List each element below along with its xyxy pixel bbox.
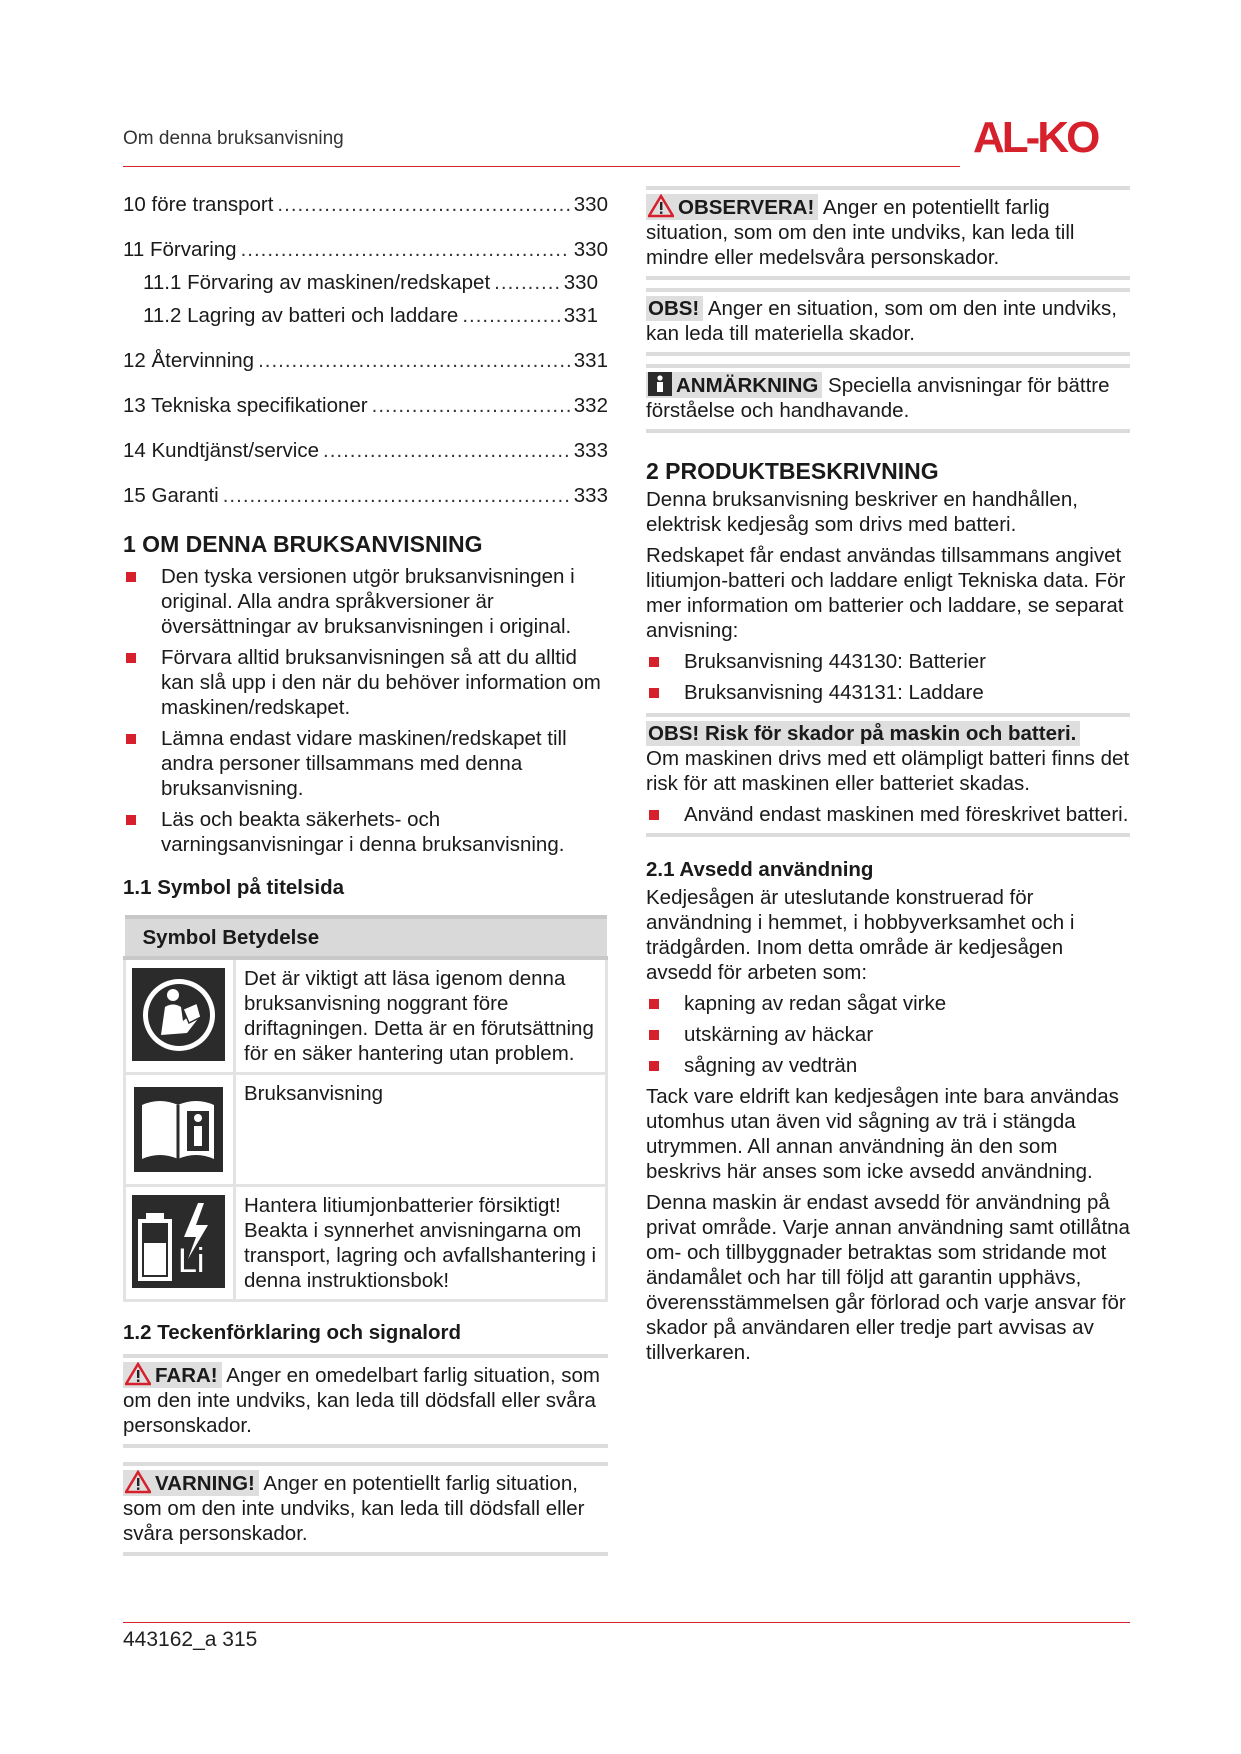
bullet-list xyxy=(646,802,1130,827)
list-item: utskärning av häckar xyxy=(646,1022,1130,1047)
page-header-title: Om denna bruksanvisning xyxy=(123,128,344,149)
toc-entry[interactable] xyxy=(123,192,608,217)
left-column xyxy=(123,192,608,1556)
section-heading: 1 OM DENNA BRUKSANVISNING xyxy=(123,531,483,557)
table-header: Symbol Betydelse xyxy=(125,917,607,958)
paragraph: Om maskinen drivs med ett olämpligt batteri finns det risk för att maskinen eller batteriet skadas. xyxy=(646,747,1130,795)
info-icon xyxy=(648,372,672,396)
symbol-table xyxy=(123,915,608,1302)
toc-page: 330 xyxy=(563,271,598,294)
footer-divider xyxy=(123,1622,1130,1623)
warning-note xyxy=(123,1462,608,1556)
danger-text: Anger en omedelbart farlig situation, som om den inte undviks, kan leda till dödsfall eller svåra personskador. xyxy=(123,1364,600,1437)
warning-triangle-icon xyxy=(125,1362,151,1386)
remark-tag xyxy=(646,372,822,398)
symbol-meaning: Bruksanvisning xyxy=(235,1074,607,1186)
list-item: Använd endast maskinen med föreskrivet batteri. xyxy=(646,802,1130,827)
toc-page: 333 xyxy=(573,439,608,462)
toc-page: 331 xyxy=(563,304,598,327)
lithium-battery-icon xyxy=(132,1195,225,1288)
toc-entry[interactable] xyxy=(123,270,608,295)
subsection-heading: 2.1 Avsedd användning xyxy=(646,858,874,881)
toc-label: 11 Förvaring xyxy=(123,238,237,261)
danger-label: FARA! xyxy=(155,1364,218,1387)
caution-label: OBSERVERA! xyxy=(678,196,815,219)
paragraph: Redskapet får endast användas tillsammans angivet litiumjon-batteri och laddare enligt Tekniska data. För mer information om batterier och laddare, se separat anvisning: xyxy=(646,544,1126,642)
toc-entry[interactable] xyxy=(123,393,608,418)
toc-entry[interactable] xyxy=(123,348,608,373)
notice-note xyxy=(646,288,1130,356)
list-item: Den tyska versionen utgör bruksanvisningen i original. Alla andra språkversioner är översättningar av bruksanvisningen i original. xyxy=(123,564,608,639)
list-item: Lämna endast vidare maskinen/redskapet till andra personer tillsammans med denna bruksanvisning. xyxy=(123,726,608,801)
damage-warning-note xyxy=(646,713,1130,837)
list-item: Bruksanvisning 443130: Batterier xyxy=(646,649,1130,674)
warning-triangle-icon xyxy=(125,1470,151,1494)
list-item: sågning av vedträn xyxy=(646,1053,1130,1078)
table-of-contents xyxy=(123,192,608,508)
paragraph: Denna maskin är endast avsedd för användning på privat område. Varje annan användning samt otillåtna om- och tillbyggnader betraktas som stridande mot ändamålet och har till följd att garantin upphävs, överensstämmelsen går förlorad och varje ansvar för skador på användaren eller tredje part avvisas av tillverkaren. xyxy=(646,1191,1130,1364)
remark-label: ANMÄRKNING xyxy=(676,374,819,397)
toc-entry[interactable] xyxy=(123,438,608,463)
right-column xyxy=(646,186,1130,1365)
toc-page: 330 xyxy=(573,238,608,261)
subsection-heading: 1.1 Symbol på titelsida xyxy=(123,876,345,899)
danger-note xyxy=(123,1354,608,1448)
warning-label: VARNING! xyxy=(155,1472,255,1495)
manual-info-icon xyxy=(132,1083,225,1176)
toc-label: 11.2 Lagring av batteri och laddare xyxy=(143,304,459,327)
header-divider xyxy=(123,166,960,167)
list-item: Läs och beakta säkerhets- och varningsanvisningar i denna bruksanvisning. xyxy=(123,807,608,857)
warning-text: Anger en potentiellt farlig situation, som om den inte undviks, kan leda till dödsfall eller svåra personskador. xyxy=(123,1472,585,1545)
remark-note xyxy=(646,364,1130,433)
table-row xyxy=(125,1074,607,1186)
symbol-meaning: Hantera litiumjonbatterier försiktigt! Beakta i synnerhet anvisningarna om transport, lagring och avfallshantering i denna instruktionsbok! xyxy=(235,1186,607,1301)
symbol-meaning: Det är viktigt att läsa igenom denna bruksanvisning noggrant före driftagningen. Detta är en förutsättning för en säker hantering utan problem. xyxy=(235,958,607,1074)
read-manual-icon xyxy=(132,968,225,1061)
toc-label: 15 Garanti xyxy=(123,484,219,507)
toc-label: 10 före transport xyxy=(123,193,274,216)
section-heading: 2 PRODUKTBESKRIVNING xyxy=(646,458,939,484)
paragraph: Tack vare eldrift kan kedjesågen inte bara användas utomhus utan även vid sågning av trä i stängda utrymmen. All annan användning än den som beskrivs här anses som icke avsedd användning. xyxy=(646,1085,1119,1183)
notice-text: Anger en situation, som om den inte undviks, kan leda till materiella skador. xyxy=(646,297,1117,345)
bullet-list xyxy=(123,564,608,857)
warning-triangle-icon xyxy=(648,194,674,218)
toc-page: 333 xyxy=(573,484,608,507)
toc-entry[interactable] xyxy=(123,303,608,328)
list-item: Bruksanvisning 443131: Laddare xyxy=(646,680,1130,705)
toc-entry[interactable] xyxy=(123,237,608,262)
paragraph: Denna bruksanvisning beskriver en handhållen, elektrisk kedjesåg som drivs med batteri. xyxy=(646,488,1078,536)
toc-page: 331 xyxy=(573,349,608,372)
warning-tag xyxy=(123,1470,259,1496)
toc-page: 330 xyxy=(573,193,608,216)
list-item: Förvara alltid bruksanvisningen så att du alltid kan slå upp i den när du behöver information om maskinen/redskapet. xyxy=(123,645,608,720)
remark-text: Speciella anvisningar för bättre förståelse och handhavande. xyxy=(646,374,1110,422)
paragraph: Kedjesågen är uteslutande konstruerad för användning i hemmet, i hobbyverksamhet och i trädgården. Inom detta område är kedjesågen avsedd för arbeten som: xyxy=(646,886,1075,984)
brand-logo: AL-KO xyxy=(973,113,1098,162)
toc-page: 332 xyxy=(573,394,608,417)
caution-note xyxy=(646,186,1130,280)
toc-entry[interactable] xyxy=(123,483,608,508)
list-item: kapning av redan sågat virke xyxy=(646,991,1130,1016)
toc-label: 13 Tekniska specifikationer xyxy=(123,394,368,417)
table-row xyxy=(125,958,607,1074)
page-footer: 443162_a 315 xyxy=(123,1628,258,1651)
battery-label: Li xyxy=(178,1242,205,1280)
bullet-list xyxy=(646,649,1130,705)
subsection-heading: 1.2 Teckenförklaring och signalord xyxy=(123,1321,461,1344)
table-row xyxy=(125,1186,607,1301)
notice-tag: OBS! xyxy=(646,296,703,321)
toc-label: 12 Återvinning xyxy=(123,349,255,372)
toc-label: 11.1 Förvaring av maskinen/redskapet xyxy=(143,271,491,294)
caution-tag xyxy=(646,194,818,220)
toc-label: 14 Kundtjänst/service xyxy=(123,439,320,462)
bullet-list xyxy=(646,991,1130,1078)
danger-tag xyxy=(123,1362,222,1388)
caution-text: Anger en potentiellt farlig situation, som om den inte undviks, kan leda till mindre eller medelsvåra personskador. xyxy=(646,196,1075,269)
damage-warning-tag: OBS! Risk för skador på maskin och batteri. xyxy=(646,721,1080,746)
